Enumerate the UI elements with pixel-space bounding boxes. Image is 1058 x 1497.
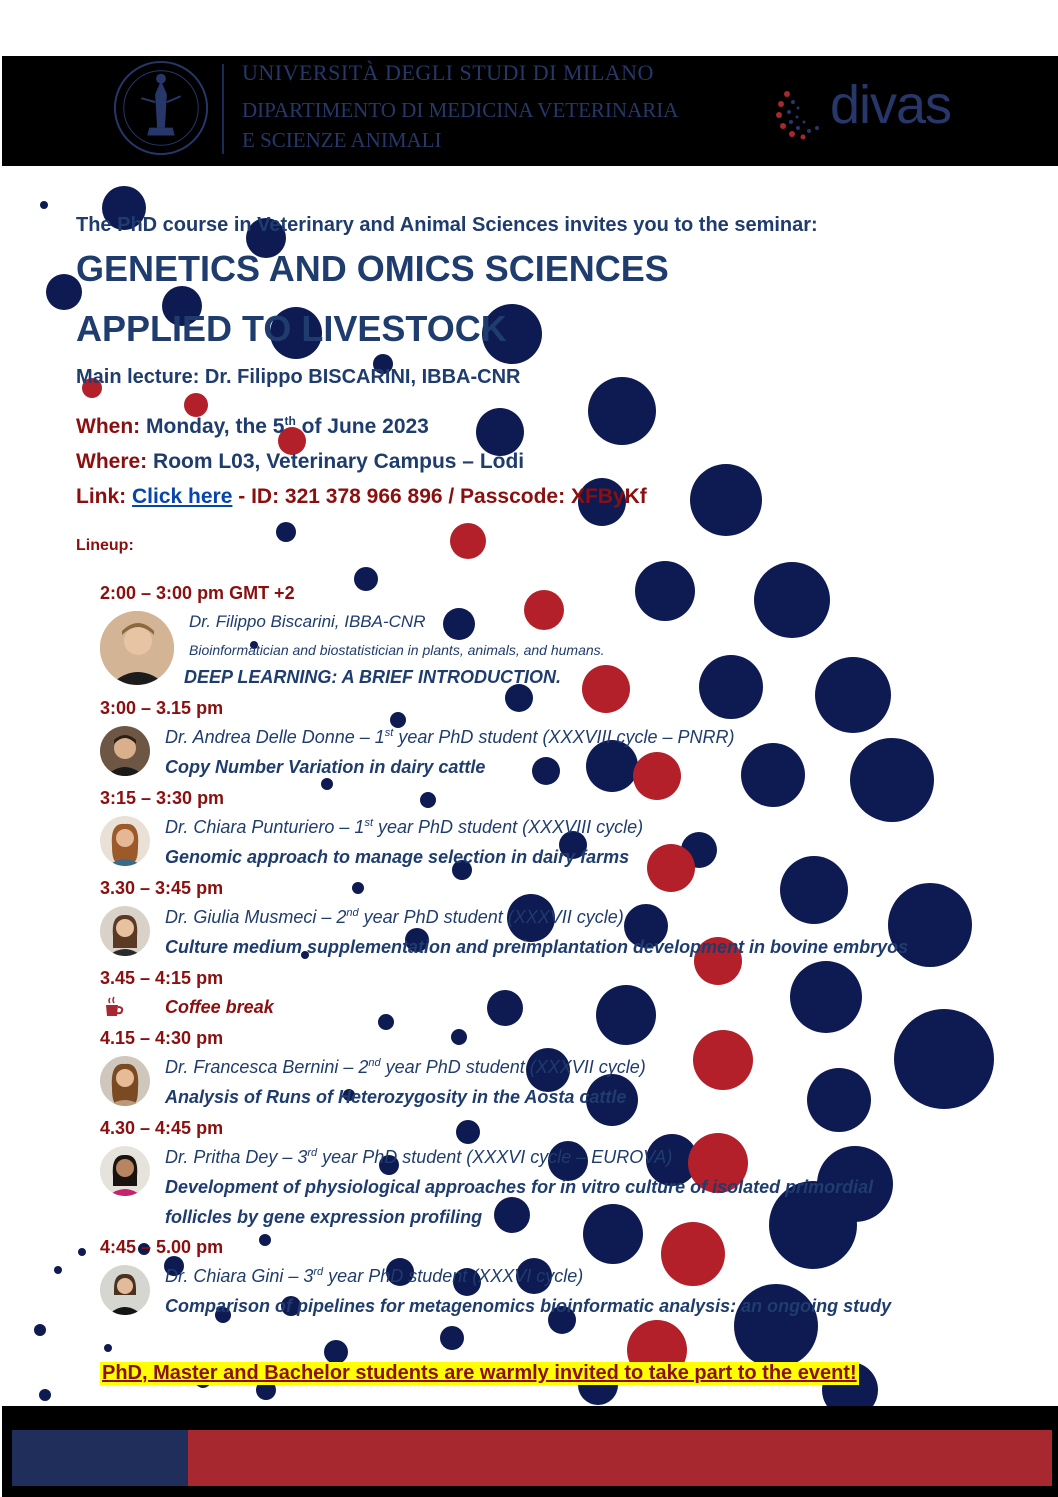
schedule-time: 2:00 – 3:00 pm GMT +2 <box>100 583 295 603</box>
footer-blue-band <box>12 1430 188 1486</box>
coffee-cup-icon <box>104 996 124 1018</box>
speaker-name: Dr. Andrea Delle Donne – 1st year PhD student (XXXVIII cycle – PNRR) <box>165 727 735 747</box>
schedule-time: 3.30 – 3:45 pm <box>100 878 224 898</box>
seminar-intro: The PhD course in Veterinary and Animal Sciences invites you to the seminar: <box>76 214 818 236</box>
university-seal-logo <box>112 59 210 157</box>
talk-title: Comparison of pipelines for metagenomics bioinformatic analysis: an ongoing study <box>165 1296 892 1316</box>
schedule-time: 3.45 – 4:15 pm <box>100 968 224 988</box>
talk-title: Analysis of Runs of Heterozygosity in the Aosta cattle <box>165 1087 627 1107</box>
speaker-photo-musmeci <box>100 906 150 956</box>
talk-title: Genomic approach to manage selection in dairy farms <box>165 847 630 867</box>
header-divider <box>222 64 224 154</box>
schedule-time: 3:15 – 3:30 pm <box>100 788 225 808</box>
schedule-time: 3:00 – 3.15 pm <box>100 698 224 718</box>
main-lecture: Main lecture: Dr. Filippo BISCARINI, IBBA-CNR <box>76 366 521 388</box>
footer-red-band <box>188 1430 1052 1486</box>
talk-title-line2: follicles by gene expression profiling <box>165 1207 483 1227</box>
divas-swirl-logo <box>767 74 837 144</box>
seminar-title-line1: GENETICS AND OMICS SCIENCES <box>76 248 669 289</box>
department-name-line1: DIPARTIMENTO DI MEDICINA VETERINARIA <box>242 98 679 122</box>
event-where <box>76 450 524 474</box>
speaker-photo-gini <box>100 1265 150 1315</box>
speaker-photo-biscarini <box>100 611 174 685</box>
speaker-name: Dr. Francesca Bernini – 2nd year PhD student (XXXVII cycle) <box>165 1057 646 1077</box>
schedule-time: 4.15 – 4:30 pm <box>100 1028 224 1048</box>
speaker-photo-bernini <box>100 1056 150 1106</box>
university-header <box>2 56 1058 166</box>
when-value: Monday, the 5th of June 2023 <box>146 414 429 438</box>
link-label: Link: <box>76 485 127 508</box>
talk-title: Development of physiological approaches for in vitro culture of isolated primordial <box>165 1177 874 1197</box>
event-link <box>76 485 647 509</box>
talk-title: Copy Number Variation in dairy cattle <box>165 757 486 777</box>
speaker-name: Dr. Chiara Gini – 3rd year PhD student (XXXVI cycle) <box>165 1266 584 1286</box>
speaker-photo-punturiero <box>100 816 150 866</box>
students-invitation-note: PhD, Master and Bachelor students are warmly invited to take part to the event! <box>102 1362 857 1384</box>
meeting-id-passcode: - ID: 321 378 966 896 / Passcode: XFByKf <box>232 485 647 508</box>
speaker-photo-delle-donne <box>100 726 150 776</box>
seminar-title-line2: APPLIED TO LIVESTOCK <box>76 308 507 349</box>
event-when <box>76 414 429 439</box>
speaker-name: Dr. Giulia Musmeci – 2nd year PhD student (XXXVII cycle) <box>165 907 624 927</box>
talk-title: Culture medium supplementation and preimplantation development in bovine embryos <box>165 937 909 957</box>
speaker-name: Dr. Filippo Biscarini, IBBA-CNR <box>189 612 426 631</box>
speaker-photo-dey <box>100 1146 150 1196</box>
coffee-break-label: Coffee break <box>165 997 274 1017</box>
schedule-time: 4.30 – 4:45 pm <box>100 1118 224 1138</box>
meeting-link[interactable]: Click here <box>132 485 233 508</box>
schedule-time: 4:45 – 5.00 pm <box>100 1237 224 1257</box>
speaker-role: Bioinformatician and biostatistician in plants, animals, and humans. <box>189 642 605 658</box>
where-label: Where: <box>76 450 148 473</box>
footer-bar <box>2 1406 1058 1497</box>
where-value: Room L03, Veterinary Campus – Lodi <box>153 450 525 473</box>
university-name: UNIVERSITÀ DEGLI STUDI DI MILANO <box>242 60 654 85</box>
divas-logo-text: divas <box>830 75 952 135</box>
talk-title: DEEP LEARNING: A BRIEF INTRODUCTION. <box>184 667 561 687</box>
department-name-line2: E SCIENZE ANIMALI <box>242 128 442 152</box>
when-label: When: <box>76 415 141 438</box>
speaker-name: Dr. Pritha Dey – 3rd year PhD student (XXXVI cycle – EUROVA) <box>165 1147 673 1167</box>
speaker-name: Dr. Chiara Punturiero – 1st year PhD student (XXXVIII cycle) <box>165 817 644 837</box>
lineup-label: Lineup: <box>76 537 134 554</box>
